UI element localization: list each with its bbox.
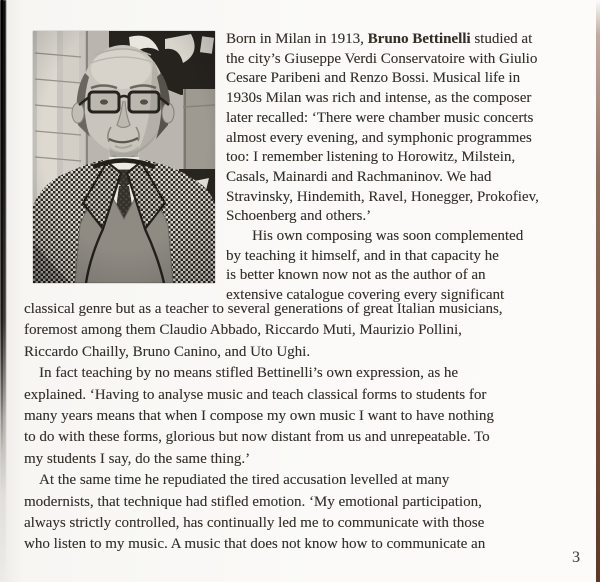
text-line: who listen to my music. A music that does not know how to communicate an [24,536,486,553]
composer-name: Bruno Bettinelli [367,31,471,47]
text-line: almost every evening, and symphonic programmes [226,129,532,146]
text-line: the city’s Giuseppe Verdi Conservatoire with Giulio [226,50,538,67]
text-line: Cesare Paribeni and Renzo Bossi. Musical life in [226,70,521,87]
text-line: 1930s Milan was rich and intense, as the composer [226,90,532,107]
text-line: explained. ‘Having to analyse music and teach classical forms to students for [24,386,487,403]
text-line: At the same time he repudiated the tired accusation levelled at many [39,472,450,489]
text-line: many years means that when I compose my own music I want to have nothing [24,408,494,425]
text-line: later recalled: ‘There were chamber music concerts [226,109,534,126]
article-fullwidth-text [24,299,596,556]
opening-pre: Born in Milan in 1913, [226,31,368,47]
spine-shadow-core [1,0,3,454]
page-number: 3 [572,549,580,566]
text-line: my students I say, do the same thing.’ [24,450,251,467]
text-line: modernists, that technique had stifled emotion. ‘My emotional participation, [24,493,482,510]
text-line: extensive catalogue covering every significant [226,287,505,304]
portrait-photo-art [33,31,215,283]
opening-post: studied at [470,31,533,47]
text-line: Casals, Mainardi and Rachmaninov. We had [226,168,492,185]
text-line: is better known now not as the author of an [226,267,486,284]
text-line: Stravinsky, Hindemith, Ravel, Honegger, Prokofiev, [226,188,539,205]
text-line [226,30,596,50]
text-line: to do with these forms, glorious but now distant from us and unrepeatable. To [24,429,490,446]
text-line: In fact teaching by no means stifled Bettinelli’s own expression, as he [39,365,459,382]
page-edge-line [596,0,600,582]
text-line: always strictly controlled, has continually led me to communicate with those [24,515,485,532]
text-line: classical genre but as a teacher to several generations of great Italian musicians, [24,301,503,317]
photo-vignette [33,31,215,283]
text-line: Riccardo Chailly, Bruno Canino, and Uto Ughi. [24,343,311,360]
text-line: His own composing was soon complemented [252,228,524,245]
text-line: foremost among them Claudio Abbado, Riccardo Muti, Maurizio Pollini, [24,322,462,339]
text-line: by teaching it himself, and in that capacity he [226,247,499,264]
portrait-photo [33,31,215,283]
text-line: Schoenberg and others.’ [226,208,372,225]
article-column-text [226,30,596,306]
text-line: too: I remember listening to Horowitz, Milstein, [226,149,516,166]
